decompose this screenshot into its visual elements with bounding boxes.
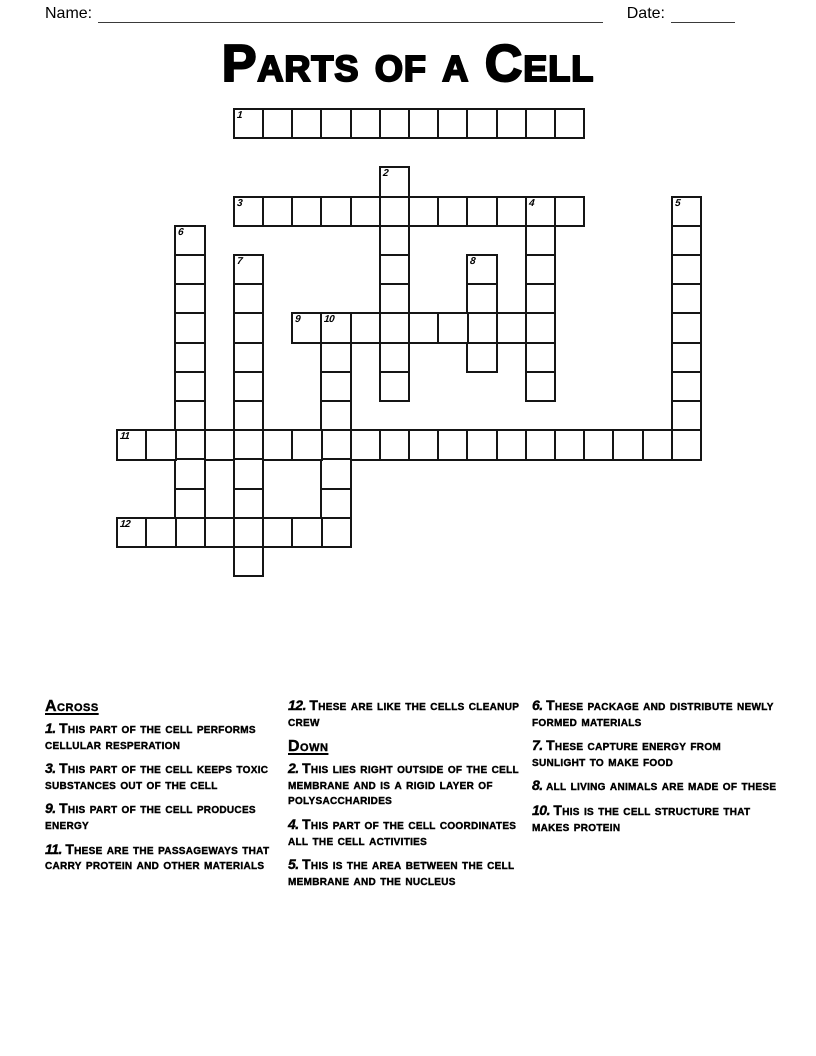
cell-number: 5 — [674, 197, 681, 209]
grid-cell[interactable] — [379, 196, 410, 227]
grid-cell[interactable] — [320, 458, 351, 489]
grid-cell[interactable] — [437, 108, 468, 139]
puzzle-title: Parts of a Cell — [221, 35, 595, 93]
grid-cell[interactable] — [174, 283, 205, 314]
clue-across-11 — [45, 842, 282, 873]
clues-column-3 — [532, 698, 778, 843]
date-blank-line[interactable] — [671, 5, 735, 23]
grid-cell[interactable] — [379, 254, 410, 285]
grid-cell[interactable] — [525, 108, 556, 139]
cell-number: 4 — [528, 197, 535, 209]
cell-number: 8 — [469, 256, 477, 267]
clue-number: 3. — [45, 760, 60, 777]
clue-number: 10. — [532, 801, 554, 818]
grid-cell[interactable] — [496, 429, 527, 460]
clue-down-6 — [532, 698, 778, 729]
clue-down-7 — [532, 738, 778, 769]
grid-cell[interactable] — [291, 517, 322, 548]
grid-cell[interactable] — [262, 429, 293, 460]
clue-text: These are the passageways that carry protein and other materials — [45, 840, 270, 873]
grid-cell[interactable] — [379, 225, 410, 256]
grid-cell[interactable] — [262, 196, 293, 227]
grid-cell[interactable] — [174, 517, 205, 548]
grid-cell[interactable] — [525, 342, 556, 373]
clue-text: This lies right outside of the cell membrane and is a rigid layer of polysaccharides — [288, 760, 519, 808]
grid-cell[interactable] — [496, 196, 527, 227]
grid-cell[interactable] — [233, 429, 264, 460]
cell-number: 2 — [382, 168, 389, 180]
grid-cell[interactable] — [350, 196, 381, 227]
grid-cell[interactable] — [466, 312, 497, 343]
cell-number: 6 — [177, 226, 185, 238]
grid-cell[interactable] — [379, 283, 410, 314]
grid-cell[interactable] — [379, 371, 410, 402]
grid-cell[interactable] — [174, 342, 205, 373]
grid-cell[interactable] — [145, 517, 176, 548]
grid-cell[interactable] — [671, 342, 702, 373]
grid-cell[interactable] — [174, 254, 205, 285]
grid-cell[interactable] — [408, 429, 439, 460]
grid-cell[interactable] — [437, 196, 468, 227]
date-label: Date: — [626, 5, 665, 22]
grid-cell[interactable] — [379, 312, 410, 343]
clue-number: 6. — [532, 697, 547, 713]
worksheet-header — [45, 4, 735, 23]
clue-across-1 — [45, 721, 282, 752]
name-label: Name: — [45, 5, 93, 22]
clue-text: This is the area between the cell membrane and the nucleus — [288, 856, 515, 888]
down-heading: Down — [288, 738, 329, 756]
clue-text: This part of the cell performs cellular resperation — [45, 720, 256, 752]
grid-cell[interactable] — [671, 283, 702, 314]
grid-cell[interactable] — [233, 546, 264, 577]
clue-across-12 — [288, 698, 530, 729]
grid-cell[interactable] — [320, 196, 351, 227]
cell-number: 9 — [294, 314, 301, 326]
name-blank-line[interactable] — [98, 5, 603, 23]
grid-cell[interactable] — [350, 108, 381, 139]
grid-cell[interactable] — [408, 108, 439, 139]
clue-text: This part of the cell produces energy — [45, 800, 256, 832]
grid-cell[interactable] — [408, 196, 439, 227]
cell-number: 1 — [236, 110, 243, 121]
grid-cell[interactable] — [116, 429, 147, 460]
grid-cell[interactable] — [174, 312, 205, 343]
grid-cell[interactable] — [583, 429, 614, 460]
grid-cell[interactable] — [291, 312, 322, 343]
grid-cell[interactable] — [437, 312, 468, 343]
clue-text: These package and distribute newly formed materials — [532, 697, 774, 729]
clue-number: 7. — [532, 737, 547, 754]
grid-cell[interactable] — [291, 108, 322, 139]
cell-number: 11 — [119, 431, 130, 443]
grid-cell[interactable] — [554, 196, 585, 227]
clue-number: 12. — [288, 697, 310, 713]
clue-text: These capture energy from sunlight to make food — [532, 737, 722, 769]
grid-cell[interactable] — [145, 429, 176, 460]
grid-cell[interactable] — [320, 517, 351, 548]
clue-text: This part of the cell keeps toxic substances out of the cell — [45, 760, 269, 792]
grid-cell[interactable] — [320, 342, 351, 373]
grid-cell[interactable] — [174, 371, 205, 402]
grid-cell[interactable] — [233, 108, 264, 139]
grid-cell[interactable] — [233, 517, 264, 548]
grid-cell[interactable] — [174, 458, 205, 489]
grid-cell[interactable] — [233, 254, 264, 285]
grid-cell[interactable] — [554, 429, 585, 460]
grid-cell[interactable] — [233, 312, 264, 343]
grid-cell[interactable] — [496, 312, 527, 343]
grid-cell[interactable] — [291, 196, 322, 227]
clue-number: 2. — [288, 760, 303, 777]
grid-cell[interactable] — [320, 400, 351, 431]
grid-cell[interactable] — [525, 429, 556, 460]
cell-number: 12 — [119, 518, 131, 530]
grid-cell[interactable] — [525, 254, 556, 285]
grid-cell[interactable] — [437, 429, 468, 460]
clue-down-4 — [288, 817, 530, 848]
grid-cell[interactable] — [466, 283, 497, 314]
grid-cell[interactable] — [116, 517, 147, 548]
grid-cell[interactable] — [233, 400, 264, 431]
grid-cell[interactable] — [233, 488, 264, 519]
grid-cell[interactable] — [496, 108, 527, 139]
clue-text: all living animals are made of these — [546, 777, 777, 794]
grid-cell[interactable] — [320, 429, 351, 460]
grid-cell[interactable] — [466, 429, 497, 460]
grid-cell[interactable] — [379, 108, 410, 139]
grid-cell[interactable] — [174, 225, 205, 256]
grid-cell[interactable] — [671, 196, 702, 227]
clue-down-5 — [288, 857, 530, 888]
grid-cell[interactable] — [233, 458, 264, 489]
clue-text: These are like the cells cleanup crew — [288, 697, 520, 729]
clue-down-8 — [532, 778, 778, 794]
grid-cell[interactable] — [466, 342, 497, 373]
grid-cell[interactable] — [233, 196, 264, 227]
grid-cell[interactable] — [262, 108, 293, 139]
grid-cell[interactable] — [612, 429, 643, 460]
clue-number: 9. — [45, 800, 60, 817]
grid-cell[interactable] — [320, 371, 351, 402]
grid-cell[interactable] — [233, 283, 264, 314]
clue-number: 1. — [45, 720, 60, 736]
across-heading: Across — [45, 698, 99, 715]
clue-down-10 — [532, 803, 778, 834]
grid-cell[interactable] — [233, 371, 264, 402]
grid-cell[interactable] — [642, 429, 673, 460]
grid-cell[interactable] — [466, 254, 497, 285]
grid-cell[interactable] — [671, 312, 702, 343]
clue-down-2 — [288, 761, 530, 808]
grid-cell[interactable] — [174, 400, 205, 431]
grid-cell[interactable] — [671, 254, 702, 285]
cell-number: 10 — [323, 314, 336, 326]
grid-cell[interactable] — [320, 312, 351, 343]
clue-number: 4. — [288, 815, 303, 832]
grid-cell[interactable] — [671, 429, 702, 460]
grid-cell[interactable] — [320, 108, 351, 139]
clues-column-1 — [45, 698, 282, 882]
grid-cell[interactable] — [525, 312, 556, 343]
clue-across-3 — [45, 761, 282, 792]
grid-cell[interactable] — [525, 196, 556, 227]
grid-cell[interactable] — [466, 108, 497, 139]
grid-cell[interactable] — [174, 429, 205, 460]
grid-cell[interactable] — [262, 517, 293, 548]
cell-number: 3 — [236, 197, 243, 209]
grid-cell[interactable] — [379, 342, 410, 373]
cell-number: 7 — [236, 256, 243, 267]
grid-cell[interactable] — [671, 400, 702, 431]
clue-number: 8. — [532, 777, 547, 794]
grid-cell[interactable] — [174, 488, 205, 519]
grid-cell[interactable] — [350, 312, 381, 343]
grid-cell[interactable] — [525, 225, 556, 256]
clue-text: This is the cell structure that makes protein — [532, 801, 751, 834]
clue-across-9 — [45, 801, 282, 832]
grid-cell[interactable] — [350, 429, 381, 460]
grid-cell[interactable] — [204, 429, 235, 460]
clue-number: 11. — [45, 840, 66, 857]
grid-cell[interactable] — [291, 429, 322, 460]
grid-cell[interactable] — [379, 166, 410, 197]
clue-number: 5. — [288, 856, 303, 873]
grid-cell[interactable] — [379, 429, 410, 460]
grid-cell[interactable] — [233, 342, 264, 373]
grid-cell[interactable] — [554, 108, 585, 139]
grid-cell[interactable] — [204, 517, 235, 548]
grid-cell[interactable] — [525, 371, 556, 402]
grid-cell[interactable] — [525, 283, 556, 314]
grid-cell[interactable] — [671, 371, 702, 402]
clues-column-2 — [288, 698, 530, 897]
grid-cell[interactable] — [466, 196, 497, 227]
grid-cell[interactable] — [320, 488, 351, 519]
clue-text: This part of the cell coordinates all the cell activities — [288, 815, 517, 848]
grid-cell[interactable] — [408, 312, 439, 343]
grid-cell[interactable] — [671, 225, 702, 256]
